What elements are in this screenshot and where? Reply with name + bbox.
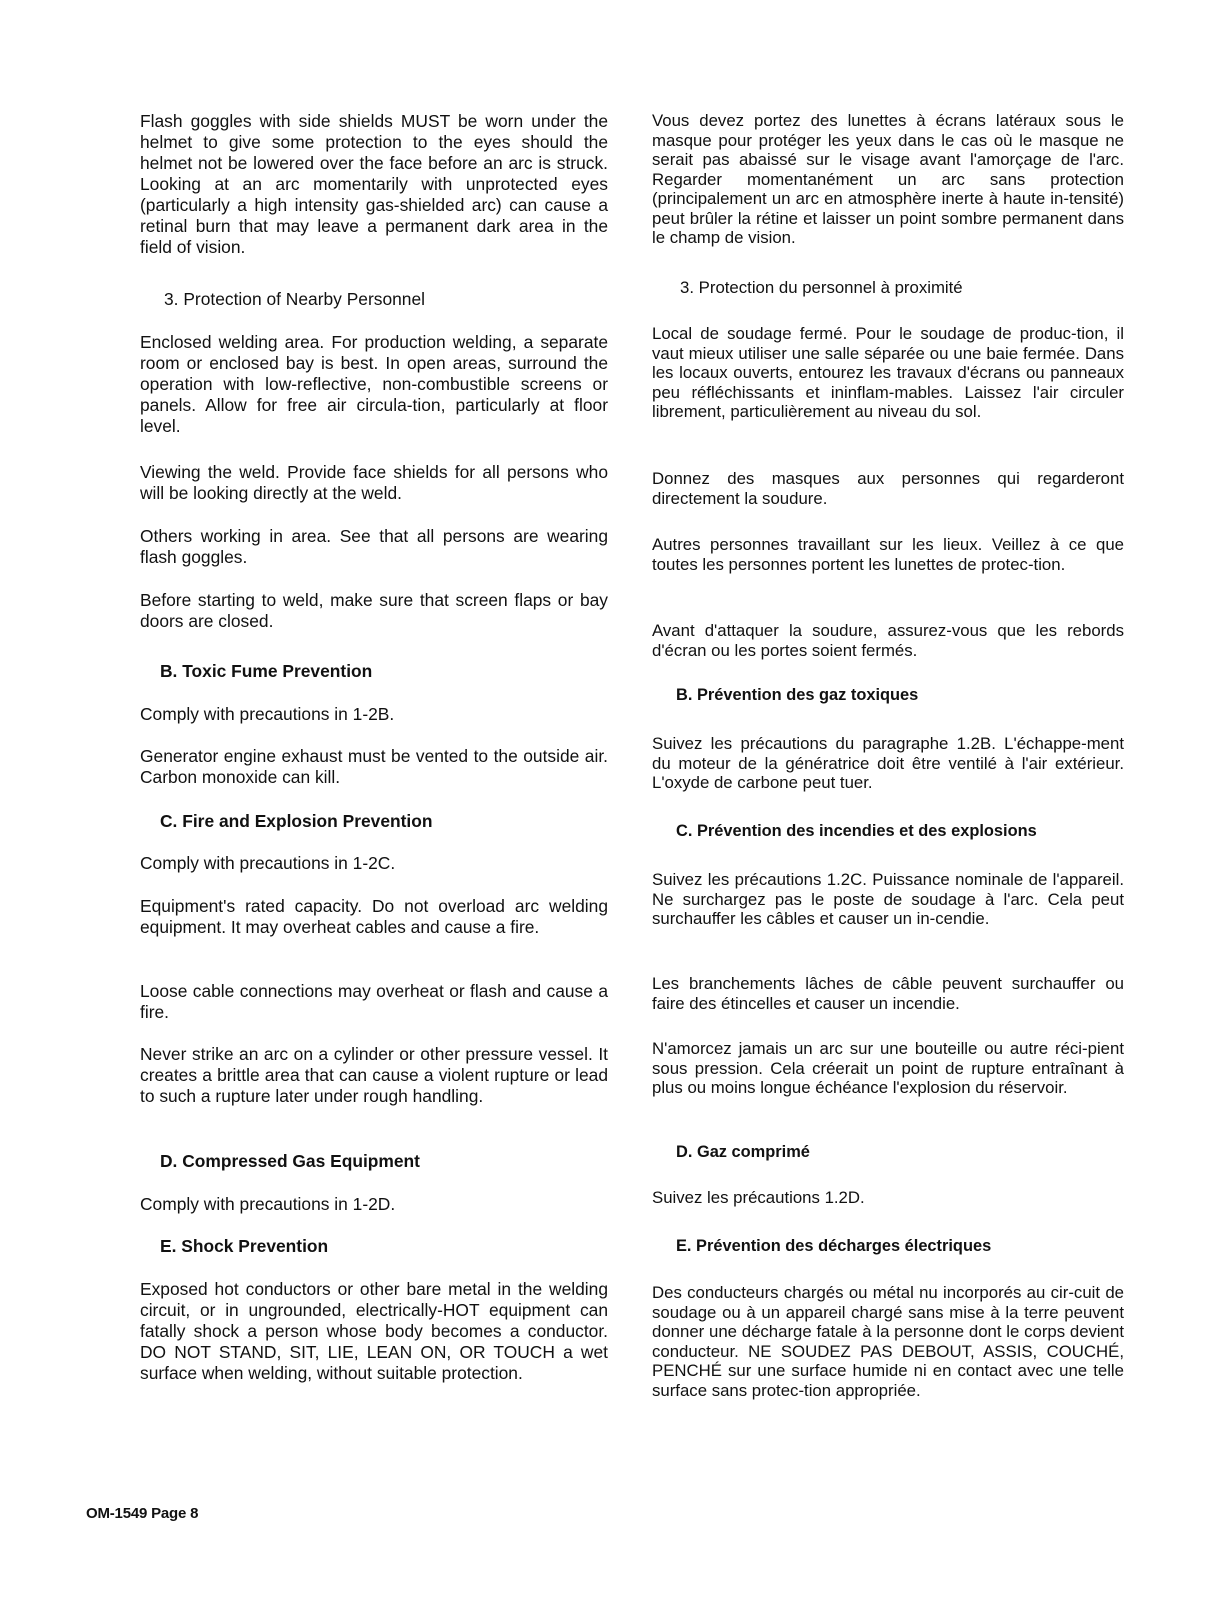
heading-compressed-gas: D. Compressed Gas Equipment xyxy=(160,1151,420,1171)
para-comply-d: Comply with precautions in 1-2D. xyxy=(140,1194,396,1214)
heading-fire-explosion: C. Fire and Explosion Prevention xyxy=(160,811,433,831)
para-fr-avant-attaquer: Avant d'attaquer la soudure, assurez-vous que les rebords d'écran ou les portes soient fermés. xyxy=(652,621,1124,660)
para-fr-masques: Donnez des masques aux personnes qui regarderont directement la soudure. xyxy=(652,469,1124,508)
para-loose-cable: Loose cable connections may overheat or flash and cause a fire. xyxy=(140,981,608,1022)
subheading-nearby-personnel: 3. Protection of Nearby Personnel xyxy=(164,289,426,309)
para-before-starting: Before starting to weld, make sure that screen flaps or bay doors are closed. xyxy=(140,590,608,631)
para-never-strike: Never strike an arc on a cylinder or other pressure vessel. It creates a brittle area that can cause a violent rupture or lead to such a rupture later under rough handling. xyxy=(140,1044,608,1106)
heading-fr-gaz-comprime: D. Gaz comprimé xyxy=(676,1143,810,1161)
para-fr-autres-personnes: Autres personnes travaillant sur les lieux. Veillez à ce que toutes les personnes portent les lunettes de protec-tion. xyxy=(652,535,1124,574)
para-exposed-conductors: Exposed hot conductors or other bare metal in the welding circuit, or in ungrounded, electrically-HOT equipment can fatally shock a person whose body becomes a conductor. DO NOT STAND, SIT, LIE, LEAN ON, OR TOUCH a wet surface when welding, without suitable protection. xyxy=(140,1279,608,1383)
para-comply-c: Comply with precautions in 1-2C. xyxy=(140,853,396,873)
para-fr-branchements: Les branchements lâches de câble peuvent surchauffer ou faire des étincelles et causer un incendie. xyxy=(652,974,1124,1013)
heading-toxic-fume: B. Toxic Fume Prevention xyxy=(160,661,373,681)
page-footer-label: OM-1549 Page 8 xyxy=(86,1505,199,1522)
para-rated-capacity: Equipment's rated capacity. Do not overload arc welding equipment. It may overheat cables and cause a fire. xyxy=(140,896,608,937)
subheading-fr-personnel: 3. Protection du personnel à proximité xyxy=(680,278,963,297)
heading-fr-incendies: C. Prévention des incendies et des explosions xyxy=(676,822,1037,840)
para-fr-conducteurs: Des conducteurs chargés ou métal nu incorporés au cir-cuit de soudage ou à un appareil chargé sans mise à la terre peuvent donner une décharge fatale à la personne dont le corps devient conducteur. NE SOUDEZ PAS DEBOUT, ASSIS, COUCHÉ, PENCHÉ sur une surface humide ni en contact avec une telle surface sans protec-tion appropriée. xyxy=(652,1283,1124,1400)
para-others-working: Others working in area. See that all persons are wearing flash goggles. xyxy=(140,526,608,567)
para-fr-namorcez: N'amorcez jamais un arc sur une bouteille ou autre réci-pient sous pression. Cela créerait un point de rupture entraînant à plus ou moins longue échéance l'explosion du réservoir. xyxy=(652,1039,1124,1097)
para-enclosed-area: Enclosed welding area. For production welding, a separate room or enclosed bay is best. In open areas, surround the operation with low-reflective, non-combustible screens or panels. Allow for free air circula-tion, particularly at floor level. xyxy=(140,332,608,436)
para-fr-suivez-d: Suivez les précautions 1.2D. xyxy=(652,1188,865,1207)
heading-fr-decharges: E. Prévention des décharges électriques xyxy=(676,1237,992,1255)
para-fr-lunettes: Vous devez portez des lunettes à écrans latéraux sous le masque pour protéger les yeux dans le cas où le masque ne serait pas abaissé sur le visage avant l'amorçage de l'arc. Regarder momentanément un arc sans protection (principalement un arc en atmosphère inerte à haute in-tensité) peut brûler la rétine et laisser un point sombre permanent dans le champ de vision. xyxy=(652,111,1124,247)
heading-fr-gaz-toxiques: B. Prévention des gaz toxiques xyxy=(676,686,919,704)
para-viewing-weld: Viewing the weld. Provide face shields for all persons who will be looking directly at the weld. xyxy=(140,462,608,503)
para-generator-exhaust: Generator engine exhaust must be vented to the outside air. Carbon monoxide can kill. xyxy=(140,746,608,787)
para-fr-local-ferme: Local de soudage fermé. Pour le soudage de produc-tion, il vaut mieux utiliser une salle séparée ou une baie fermée. Dans les locaux ouverts, entourez les travaux d'écrans ou panneaux peu réfléchissants et ininflam-mables. Laissez l'air circuler librement, particulièrement au niveau du sol. xyxy=(652,324,1124,421)
para-flash-goggles: Flash goggles with side shields MUST be worn under the helmet to give some protection to the eyes should the helmet not be lowered over the face before an arc is struck. Looking at an arc momentarily with unprotected eyes (particularly a high intensity gas-shielded arc) can cause a retinal burn that may leave a permanent dark area in the field of vision. xyxy=(140,111,608,257)
heading-shock-prevention: E. Shock Prevention xyxy=(160,1236,329,1256)
para-fr-suivez-b: Suivez les précautions du paragraphe 1.2B. L'échappe-ment du moteur de la génératrice doit être ventilé à l'air extérieur. L'oxyde de carbone peut tuer. xyxy=(652,734,1124,792)
para-fr-suivez-c: Suivez les précautions 1.2C. Puissance nominale de l'appareil. Ne surchargez pas le poste de soudage à l'arc. Cela peut surchauffer les câbles et causer un in-cendie. xyxy=(652,870,1124,928)
para-comply-b: Comply with precautions in 1-2B. xyxy=(140,704,395,724)
